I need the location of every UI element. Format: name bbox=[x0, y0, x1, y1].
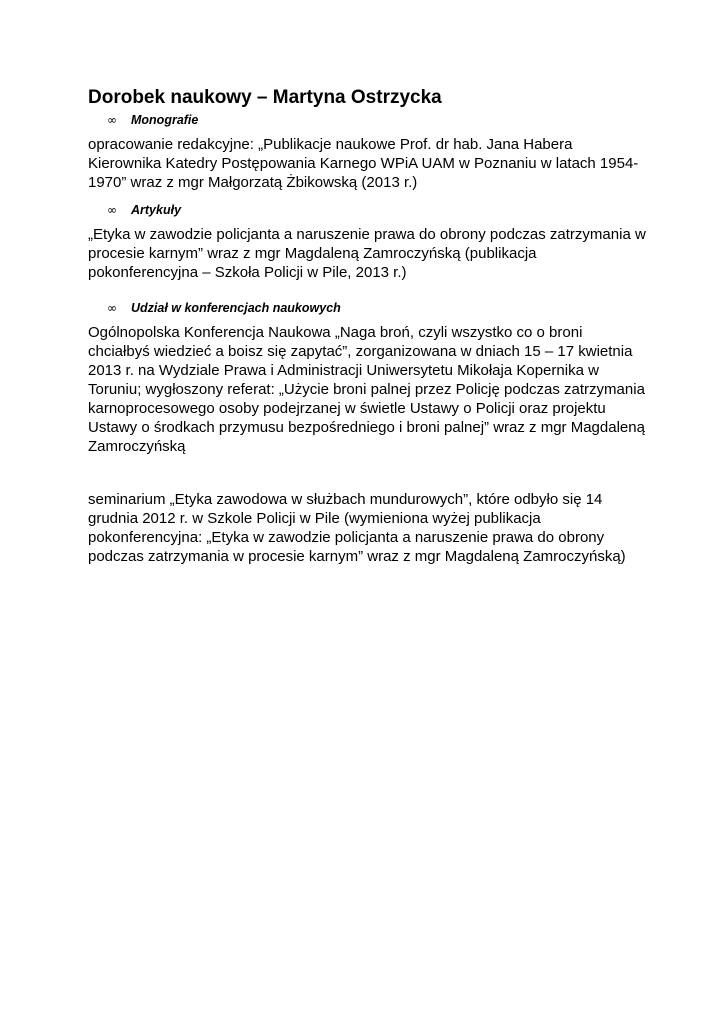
section-heading-monografie bbox=[107, 113, 648, 127]
document-page bbox=[88, 86, 648, 566]
infinity-bullet-icon: ∞ bbox=[107, 301, 117, 315]
konferencja-entry: Ogólnopolska Konferencja Naukowa „Naga broń, czyli wszystko co o broni chciałbyś wiedzieć a boisz się zapytać”, zorganizowana w dniach 15 – 17 kwietnia 2013 r. na Wydziale Prawa i Administracji Uniwersytetu Mikołaja Kopernika w Toruniu; wygłoszony referat: „Użycie broni palnej przez Policję podczas zatrzymania karnoprocesowego osoby podejrzanej w świetle Ustawy o Policji oraz projektu Ustawy o środkach przymusu bezpośredniego i broni palnej” wraz z mgr Magdaleną Zamroczyńską bbox=[88, 324, 645, 455]
infinity-bullet-icon: ∞ bbox=[107, 203, 117, 217]
section-heading-label: Monografie bbox=[131, 113, 199, 127]
section-heading-artykuly bbox=[107, 203, 648, 217]
monografie-entry: opracowanie redakcyjne: „Publikacje naukowe Prof. dr hab. Jana Habera Kierownika Katedry Postępowania Karnego WPiA UAM w Poznaniu w latach 1954-1970” wraz z mgr Małgorzatą Żbikowską (2013 r.) bbox=[88, 136, 639, 191]
seminarium-entry: seminarium „Etyka zawodowa w służbach mundurowych”, które odbyło się 14 grudnia 2012 r. w Szkole Policji w Pile (wymieniona wyżej publikacja pokonferencyjna: „Etyka w zawodzie policjanta a naruszenie prawa do obrony podczas zatrzymania w procesie karnym” wraz z mgr Magdaleną Zamroczyńską) bbox=[88, 491, 626, 565]
section-heading-konferencje bbox=[107, 301, 648, 315]
artykuly-entry: „Etyka w zawodzie policjanta a naruszenie prawa do obrony podczas zatrzymania w procesie karnym” wraz z mgr Magdaleną Zamroczyńską (publikacja pokonferencyjna – Szkoła Policji w Pile, 2013 r.) bbox=[88, 226, 646, 281]
section-heading-label: Artykuły bbox=[131, 203, 182, 217]
infinity-bullet-icon: ∞ bbox=[107, 113, 117, 127]
document-title: Dorobek naukowy – Martyna Ostrzycka bbox=[88, 87, 442, 108]
section-heading-label: Udział w konferencjach naukowych bbox=[131, 301, 341, 315]
